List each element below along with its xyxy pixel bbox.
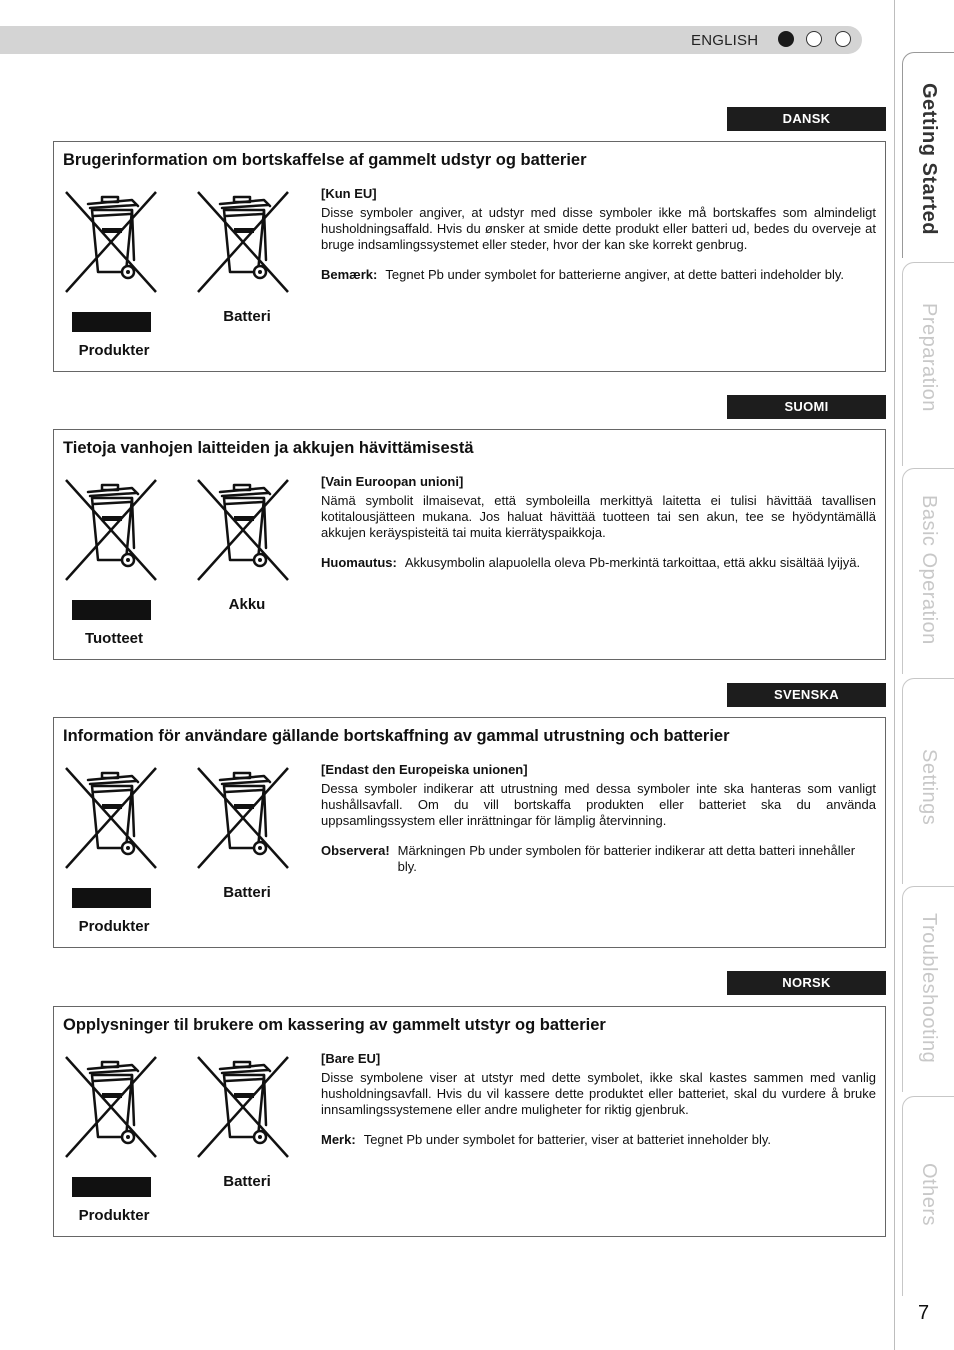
battery-label: Akku xyxy=(228,596,266,613)
section-heading: [Kun EU] xyxy=(321,186,377,201)
section-note xyxy=(321,843,876,875)
section-note xyxy=(321,267,876,283)
language-tag-norsk: NORSK xyxy=(727,971,886,995)
language-tag-suomi: SUOMI xyxy=(727,395,886,419)
progress-dot-3 xyxy=(835,31,851,47)
tab-preparation[interactable] xyxy=(902,262,954,466)
weee-battery-icon xyxy=(194,476,294,584)
section-body: Dessa symboler indikerar att utrustning med dessa symboler inte ska hanteras som vanligt hushållsavfall. Om du vill bortskaffa produkten eller batteriet ska du använda uppsamlingssystem eller inrättningar för lämplig återvinning. xyxy=(321,781,876,828)
weee-product-icon xyxy=(62,476,162,584)
section-heading: [Bare EU] xyxy=(321,1051,381,1066)
note-text: Märkningen Pb under symbolen för batterier indikerar att detta batteri innehåller bly. xyxy=(397,843,856,874)
note-label: Bemærk: xyxy=(321,267,378,282)
page-number: 7 xyxy=(918,1302,930,1324)
battery-label: Batteri xyxy=(223,884,271,901)
section-heading: [Endast den Europeiska unionen] xyxy=(321,762,528,777)
weee-product-icon xyxy=(62,1053,162,1161)
weee-battery-icon xyxy=(194,764,294,872)
section-text xyxy=(321,474,876,571)
section-dansk xyxy=(53,141,886,372)
section-title: Information för användare gällande bortskaffning av gammal utrustning och batterier xyxy=(63,727,730,745)
tab-settings[interactable] xyxy=(902,678,954,884)
progress-dot-1 xyxy=(778,31,794,47)
section-body: Disse symboler angiver, at udstyr med disse symboler ikke må bortskaffes som almindeligt husholdningsaffald. Hvis du ønsker at smide dette produkt eller batteri ud, bedes du overveje at bruge indsamlingssystemet eller steder, hvor der kan ske korrekt genbrug. xyxy=(321,205,876,252)
weee-battery-icon xyxy=(194,1053,294,1161)
product-black-bar xyxy=(72,600,151,620)
products-label: Tuotteet xyxy=(84,630,144,647)
section-title: Brugerinformation om bortskaffelse af gammelt udstyr og batterier xyxy=(63,151,587,169)
tab-label: Others xyxy=(918,1163,940,1227)
section-body: Disse symbolene viser at utstyr med dette symbolet, ikke skal kastes sammen med vanlig husholdningsavfall. Hvis du vil kassere dette produktet eller batteriet, skal du vurdere å bruke innsamlingssystemene eller andre muligheter for riktig gjenbruk. xyxy=(321,1070,876,1117)
section-text xyxy=(321,186,876,283)
section-title: Opplysninger til brukere om kassering av gammelt utstyr og batterier xyxy=(63,1016,606,1034)
note-text: Akkusymbolin alapuolella oleva Pb-merkintä tarkoittaa, että akku sisältää lyijyä. xyxy=(404,555,861,570)
tab-label: Basic Operation xyxy=(918,495,940,645)
section-suomi xyxy=(53,429,886,660)
language-tag-svenska: SVENSKA xyxy=(727,683,886,707)
tab-label: Preparation xyxy=(918,303,940,412)
products-label: Produkter xyxy=(78,918,150,935)
battery-label: Batteri xyxy=(223,308,271,325)
weee-product-icon xyxy=(62,764,162,872)
section-note xyxy=(321,1132,876,1148)
tab-basic-operation[interactable] xyxy=(902,468,954,674)
section-svenska xyxy=(53,717,886,948)
products-label: Produkter xyxy=(78,342,150,359)
products-label: Produkter xyxy=(78,1207,150,1224)
section-body: Nämä symbolit ilmaisevat, että symboleilla merkittyä laitetta ei tulisi hävittää tavallisen kotitalousjätteen mukana. Jos haluat hävittää tuotteen tai sen akun, tee se hyödyntämällä akkujen keräyspisteitä tai muita kierrätyspaikkoja. xyxy=(321,493,876,540)
tab-others[interactable] xyxy=(902,1096,954,1296)
note-text: Tegnet Pb under symbolet for batterierne angiver, at dette batteri indeholder bly. xyxy=(385,267,845,282)
tab-label: Getting Started xyxy=(918,83,940,235)
side-divider xyxy=(894,0,895,1350)
note-label: Merk: xyxy=(321,1132,356,1147)
section-heading: [Vain Euroopan unioni] xyxy=(321,474,464,489)
section-note xyxy=(321,555,876,571)
section-text xyxy=(321,762,876,875)
note-label: Observera! xyxy=(321,843,390,858)
weee-battery-icon xyxy=(194,188,294,296)
section-title: Tietoja vanhojen laitteiden ja akkujen hävittämisestä xyxy=(63,439,474,457)
product-black-bar xyxy=(72,1177,151,1197)
weee-product-icon xyxy=(62,188,162,296)
product-black-bar xyxy=(72,888,151,908)
note-label: Huomautus: xyxy=(321,555,397,570)
product-black-bar xyxy=(72,312,151,332)
tab-getting-started[interactable] xyxy=(902,52,954,258)
section-text xyxy=(321,1051,876,1148)
tab-label: Troubleshooting xyxy=(918,913,940,1064)
language-tag-dansk: DANSK xyxy=(727,107,886,131)
battery-label: Batteri xyxy=(223,1173,271,1190)
tab-label: Settings xyxy=(918,749,940,826)
language-label: ENGLISH xyxy=(691,32,759,49)
section-norsk xyxy=(53,1006,886,1237)
progress-dot-2 xyxy=(806,31,822,47)
tab-troubleshooting[interactable] xyxy=(902,886,954,1092)
note-text: Tegnet Pb under symbolet for batterier, viser at batteriet inneholder bly. xyxy=(363,1132,772,1147)
